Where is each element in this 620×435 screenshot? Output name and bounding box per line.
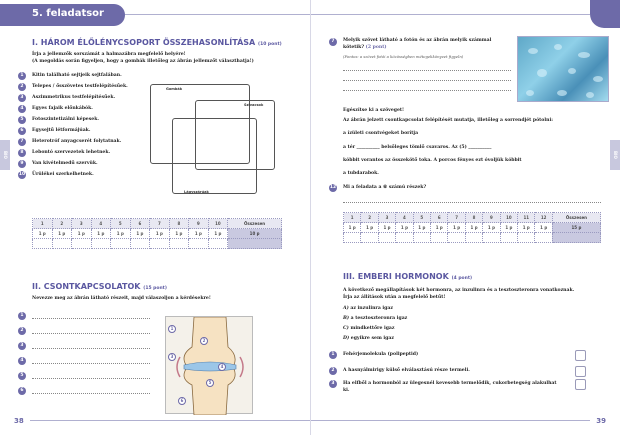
hormone-q-text: Fehérjemolekula (polipeptid) <box>343 352 419 357</box>
answer-line[interactable] <box>32 348 150 349</box>
option-key: D) <box>343 336 350 341</box>
item-text: Telepes / ősszövetes testfelépítésűek. <box>32 84 128 89</box>
knee-marker: 2 <box>200 337 208 345</box>
section2-intro: Nevezze meg az ábrán látható részeit, majd válaszoljon a kérdésekre! <box>32 296 211 301</box>
item-number: 10 <box>18 172 26 177</box>
option-text: az inzulinra igaz <box>350 306 393 311</box>
score-points-cell: 1 p <box>413 223 430 233</box>
score-points-cell: 1 p <box>344 223 361 233</box>
score-points-cell: 1 p <box>189 229 209 239</box>
score-head-cell: 9 <box>483 213 500 223</box>
score-input-cell[interactable] <box>150 239 170 249</box>
item-text: Van kivételmedű szervük. <box>32 161 98 166</box>
fill-in-prompt: Egészítse ki a szöveget! <box>343 108 405 113</box>
score-head-cell: Összesen <box>228 219 282 229</box>
score-input-cell[interactable] <box>552 233 600 243</box>
fill-in-l3: a tér <box>343 145 356 150</box>
q7-answer-line[interactable] <box>343 80 511 81</box>
score-input-cell[interactable] <box>52 239 72 249</box>
score-head-cell: 4 <box>396 213 413 223</box>
score-head-cell: 1 <box>33 219 53 229</box>
score-head-cell: 6 <box>130 219 150 229</box>
option-key: B) <box>343 316 350 321</box>
knee-marker: 1 <box>168 325 176 333</box>
page-number-right: 39 <box>596 417 606 425</box>
score-points-cell: 1 p <box>483 223 500 233</box>
option-text: egyikre sem igaz <box>350 336 394 341</box>
hormone-q-text: Ha elfből a hormonból az ülegesnél kevesebb termelődik, cukorbetegség alakulhat ki. <box>343 381 557 393</box>
score-head-cell: 3 <box>378 213 395 223</box>
q7-question: Melyik szövet látható a fotón és az ábrán melyik számmal kötetik? <box>343 38 492 50</box>
knee-marker: 3 <box>168 353 176 361</box>
score-input-cell[interactable] <box>361 233 378 243</box>
score-points-cell: 1 p <box>396 223 413 233</box>
q7-answer-line[interactable] <box>343 90 511 91</box>
score-head-cell: 10 <box>500 213 517 223</box>
score-input-cell[interactable] <box>483 233 500 243</box>
score-points-cell: 1 p <box>130 229 150 239</box>
right-page <box>310 0 620 435</box>
q12-text-b: számú részek? <box>388 185 427 190</box>
score-head-cell: 7 <box>448 213 465 223</box>
answer-number: 6 <box>18 387 26 395</box>
item-text: Egyes fajaik előnkábók. <box>32 106 93 111</box>
knee-marker: 5 <box>206 379 214 387</box>
score-input-cell[interactable] <box>130 239 150 249</box>
score-input-cell[interactable] <box>91 239 111 249</box>
item-text: Aszimmetrikus testfelépítésűek. <box>32 95 116 100</box>
exercise-banner <box>0 4 125 26</box>
score-input-cell[interactable] <box>228 239 282 249</box>
hormone-q-number: 1 <box>329 351 337 359</box>
score-points-cell: 1 p <box>208 229 228 239</box>
score-input-cell[interactable] <box>396 233 413 243</box>
item-text: Fotoszintetizálni képesek. <box>32 117 99 122</box>
answer-box[interactable] <box>575 350 586 361</box>
score-head-cell: 3 <box>72 219 92 229</box>
fill-in-line1: Az ábrán jelzett csontkapcsolat felépítését mutatja, illetőleg a sorrendjét pótolni: <box>343 118 553 123</box>
option-key: C) <box>343 326 349 331</box>
score-head-cell: 6 <box>431 213 448 223</box>
score-input-cell[interactable] <box>448 233 465 243</box>
option-text: mindkettőre igaz <box>350 326 395 331</box>
score-points-cell: 1 p <box>169 229 189 239</box>
tissue-cells <box>518 37 610 103</box>
q7-answer-line[interactable] <box>343 70 511 71</box>
item-number: 5 <box>18 116 26 124</box>
score-input-cell[interactable] <box>111 239 131 249</box>
q12-text: Mi a feladata a ⑥ számú részek? <box>343 185 427 190</box>
hormone-option <box>343 316 407 323</box>
knee-marker: 4 <box>218 363 226 371</box>
section1-intro1: Írja a jellemzők sorszámát a halmazábra megfelelő helyére! <box>32 52 186 57</box>
score-table-head <box>344 213 601 223</box>
section2-title-text: II. CSONTKAPCSOLATOK <box>32 282 141 291</box>
section1-title-text: I. HÁROM ÉLŐLÉNYCSOPORT ÖSSZEHASONLÍTÁSA <box>32 38 256 47</box>
header-rule-right <box>311 14 590 15</box>
venn-set-c <box>172 118 257 194</box>
answer-box[interactable] <box>575 379 586 390</box>
section3-title-text: III. EMBERI HORMONOK <box>343 272 449 281</box>
hormone-option <box>343 326 395 333</box>
score-input-cell[interactable] <box>33 239 53 249</box>
score-points-cell: 1 p <box>378 223 395 233</box>
q7-note: (Fontos: a szövet fotói a közösségben métegekkönyvet figyeln) <box>343 54 464 59</box>
q7-points: (2 pont) <box>365 44 387 50</box>
score-input-cell[interactable] <box>518 233 535 243</box>
score-input-cell[interactable] <box>344 233 361 243</box>
footer-rule <box>30 420 310 421</box>
score-table-1 <box>32 218 282 249</box>
score-points-cell: 1 p <box>431 223 448 233</box>
score-input-cell[interactable] <box>500 233 517 243</box>
score-head-cell: 8 <box>465 213 482 223</box>
score-head-cell: 2 <box>361 213 378 223</box>
score-input-cell[interactable] <box>535 233 552 243</box>
score-head-cell: 5 <box>413 213 430 223</box>
score-head-cell: Összesen <box>552 213 600 223</box>
score-table-2 <box>343 212 601 243</box>
section3-title <box>343 272 472 281</box>
venn-label-c: Lágyszárúak <box>184 190 209 194</box>
item-text: Egysejtű létformájúak. <box>32 128 91 133</box>
score-head-cell: 11 <box>518 213 535 223</box>
hormone-option <box>343 306 393 313</box>
score-points-cell: 1 p <box>33 229 53 239</box>
q12-text-a: Mi a feladata a <box>343 185 382 190</box>
hormone-option <box>343 336 394 343</box>
section1-intro2: (A megoldás során figyeljen, hogy a gombák illetőleg az ábrán jellemzőt választhatja!) <box>32 59 254 64</box>
score-head-cell: 12 <box>535 213 552 223</box>
venn-label-a: Gombák <box>166 87 183 91</box>
fill-in-line2: a ízületi csontvégeket borítja <box>343 131 419 136</box>
score-points-cell: 1 p <box>500 223 517 233</box>
score-points-cell: 1 p <box>52 229 72 239</box>
answer-line[interactable] <box>32 393 150 394</box>
score-table-blank <box>33 239 282 249</box>
knee-marker: 6 <box>178 397 186 405</box>
score-input-cell[interactable] <box>189 239 209 249</box>
item-number: 9 <box>18 160 26 168</box>
item-number: 2 <box>18 83 26 91</box>
section3-intro2: Írja az állítások után a megfelelő betűt! <box>343 295 446 300</box>
section1-points: (10 pont) <box>258 42 282 47</box>
score-points-cell: 1 p <box>111 229 131 239</box>
item-number: 1 <box>18 72 26 80</box>
score-input-cell[interactable] <box>208 239 228 249</box>
header-rule <box>125 14 310 15</box>
score-head-cell: 8 <box>169 219 189 229</box>
score-points-cell: 1 p <box>150 229 170 239</box>
section2-points: (15 pont) <box>143 286 167 291</box>
score-points-cell: 1 p <box>72 229 92 239</box>
option-text: a tesztoszteronra igaz <box>350 316 408 321</box>
hormone-q-number: 3 <box>329 380 337 388</box>
answer-line[interactable] <box>32 333 150 334</box>
score-head-cell: 7 <box>150 219 170 229</box>
item-text: Heterotróf anyagcserét folytatnak. <box>32 139 122 144</box>
answer-number: 2 <box>18 327 26 335</box>
footer-rule-right <box>311 420 590 421</box>
item-number: 3 <box>18 94 26 102</box>
score-table-head <box>33 219 282 229</box>
hormone-q-text: A hasnyálmirigy külső elválasztású része termeli. <box>343 368 470 373</box>
section3-intro1: A következő megállapítások két hormonra, az inzulinra és a tesztoszteronra vonatkoznak. <box>343 288 575 293</box>
option-key: A) <box>343 306 349 311</box>
item-number: 6 <box>18 127 26 135</box>
score-table-points <box>344 223 601 233</box>
fill-in-line5: kóbbit vorantos az összekötő toka. A porcos fényes ezt óvoljük kóbbit <box>343 158 522 163</box>
score-head-cell: 5 <box>111 219 131 229</box>
section1-title <box>32 38 282 47</box>
header-corner <box>590 0 620 28</box>
answer-line[interactable] <box>32 318 150 319</box>
item-text: Ürülékei szerkelhetnek. <box>32 172 94 177</box>
venn-label-b: Szivacsok <box>244 103 264 107</box>
item-number: 4 <box>18 105 26 113</box>
score-table-points <box>33 229 282 239</box>
score-input-cell[interactable] <box>465 233 482 243</box>
knee-joint-illustration <box>165 316 253 414</box>
q7-number: 7 <box>329 38 337 46</box>
item-number: 8 <box>18 149 26 157</box>
q7-text <box>343 38 513 51</box>
side-tab-right: BIO <box>610 140 620 170</box>
score-points-cell: 1 p <box>535 223 552 233</box>
section2-title <box>32 282 167 291</box>
fill-in-line6: a tubdarabok. <box>343 171 379 176</box>
fill-in-line3: a tér __________ belsőleges tömlő csavaros. Az (5) __________ <box>343 145 492 150</box>
score-head-cell: 2 <box>52 219 72 229</box>
score-input-cell[interactable] <box>378 233 395 243</box>
item-number: 7 <box>18 138 26 146</box>
banner-title: 5. feladatsor <box>32 8 104 19</box>
page-number: 38 <box>14 417 24 425</box>
answer-number: 1 <box>18 312 26 320</box>
answer-number: 4 <box>18 357 26 365</box>
answer-line[interactable] <box>32 363 150 364</box>
score-points-cell: 1 p <box>518 223 535 233</box>
section3-points: (4 pont) <box>451 276 473 281</box>
answer-number: 3 <box>18 342 26 350</box>
score-head-cell: 10 <box>208 219 228 229</box>
q12-number: 12 <box>329 185 337 190</box>
score-input-cell[interactable] <box>72 239 92 249</box>
q12-answer-line[interactable] <box>343 202 601 203</box>
score-points-cell: 15 p <box>552 223 600 233</box>
tissue-photo <box>517 36 609 102</box>
answer-line[interactable] <box>32 378 150 379</box>
score-points-cell: 1 p <box>361 223 378 233</box>
score-points-cell: 1 p <box>465 223 482 233</box>
answer-box[interactable] <box>575 366 586 377</box>
score-input-cell[interactable] <box>431 233 448 243</box>
score-head-cell: 1 <box>344 213 361 223</box>
score-input-cell[interactable] <box>169 239 189 249</box>
score-points-cell: 1 p <box>448 223 465 233</box>
score-points-cell: 1 p <box>91 229 111 239</box>
score-head-cell: 9 <box>189 219 209 229</box>
score-points-cell: 10 p <box>228 229 282 239</box>
side-tab: BIO <box>0 140 10 170</box>
hormone-q-number: 2 <box>329 367 337 375</box>
item-text: Lebontó szervezetek lehetnek. <box>32 150 111 155</box>
answer-number: 5 <box>18 372 26 380</box>
score-table-blank <box>344 233 601 243</box>
score-head-cell: 4 <box>91 219 111 229</box>
item-text: Kitin található sejtjeik sejtfalában. <box>32 73 122 78</box>
score-input-cell[interactable] <box>413 233 430 243</box>
fill-in-l4: belsőleges tömlő csavaros. Az (5) <box>381 145 467 150</box>
